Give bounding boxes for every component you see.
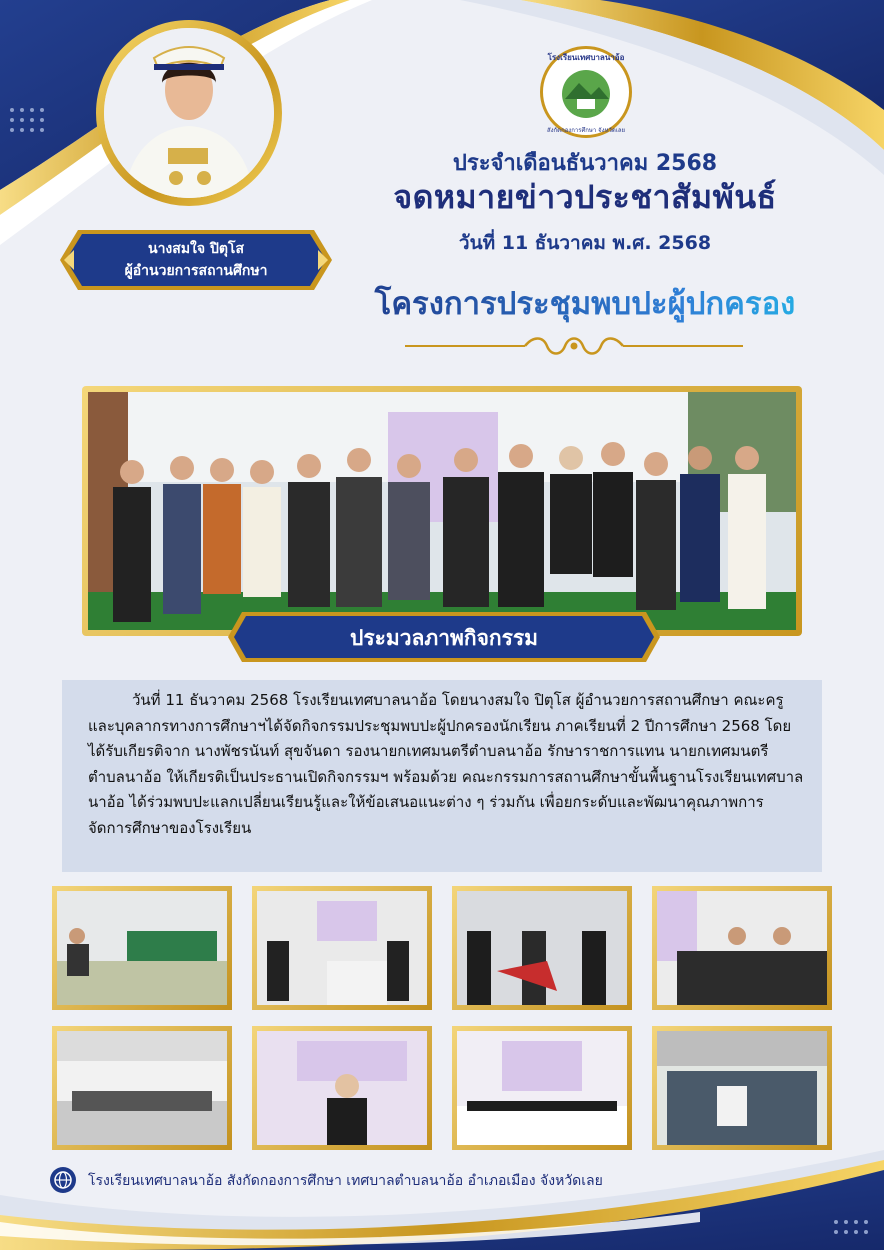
director-position: ผู้อำนวยการสถานศึกษา [124, 263, 268, 279]
activity-photo-3 [452, 886, 632, 1010]
month-label: ประจำเดือนธันวาคม 2568 [452, 151, 718, 176]
director-portrait [104, 28, 274, 198]
activity-photo-4 [652, 886, 832, 1010]
activity-photo-1 [52, 886, 232, 1010]
newsletter-title: จดหมายข่าวประชาสัมพันธ์ [393, 178, 777, 216]
main-group-photo [88, 392, 796, 630]
ornament-divider [405, 333, 743, 359]
director-name: นางสมใจ ปิตุโส [148, 241, 244, 257]
article-box [62, 680, 822, 872]
issue-date: วันที่ 11 ธันวาคม พ.ศ. 2568 [458, 232, 712, 254]
activity-photo-7 [452, 1026, 632, 1150]
article-body: วันที่ 11 ธันวาคม 2568 โรงเรียนเทศบาลนาอ้อ โดยนางสมใจ ปิตุโส ผู้อำนวยการสถานศึกษา คณะครู และบุคลากรทางการศึกษาฯได้จัดกิจกรรมประชุมพบปะผู้ปกครองนักเรียน ภาคเรียนที่ 2 ปีการศึกษา 2568 โดยได้รับเกียรติจาก นางพัชรนันท์ สุขจันดา รองนายกเทศมนตรีตำบลนาอ้อ รักษาราชการแทน นายกเทศมนตรีตำบลนาอ้อ ให้เกียรติเป็นประธานเปิดกิจกรรมฯ พร้อมด้วย คณะกรรมการสถานศึกษาขั้นพื้นฐานโรงเรียนเทศบาลนาอ้อ ได้ร่วมพบปะแลกเปลี่ยนเรียนรู้และให้ข้อเสนอแนะต่าง ๆ ร่วมกัน เพื่อยกระดับและพัฒนาคุณภาพการจัดการศึกษาของโรงเรียน [88, 691, 804, 837]
director-name-plate [60, 228, 332, 292]
project-title: โครงการประชุมพบปะผู้ปกครอง [340, 278, 830, 328]
footer [50, 1165, 750, 1195]
activity-photo-8 [652, 1026, 832, 1150]
activity-photo-2 [252, 886, 432, 1010]
school-logo [540, 46, 632, 138]
activity-photo-5 [52, 1026, 232, 1150]
logo-bottom-text: สังกัดกองการศึกษา จังหวัดเลย [546, 127, 626, 134]
section-banner-label: ประมวลภาพกิจกรรม [349, 626, 538, 650]
footer-address: โรงเรียนเทศบาลนาอ้อ สังกัดกองการศึกษา เทศบาลตำบลนาอ้อ อำเภอเมือง จังหวัดเลย [88, 1173, 603, 1189]
logo-top-text: โรงเรียนเทศบาลนาอ้อ [547, 53, 625, 62]
section-banner [228, 612, 660, 662]
globe-icon [50, 1167, 76, 1193]
activity-photo-6 [252, 1026, 432, 1150]
